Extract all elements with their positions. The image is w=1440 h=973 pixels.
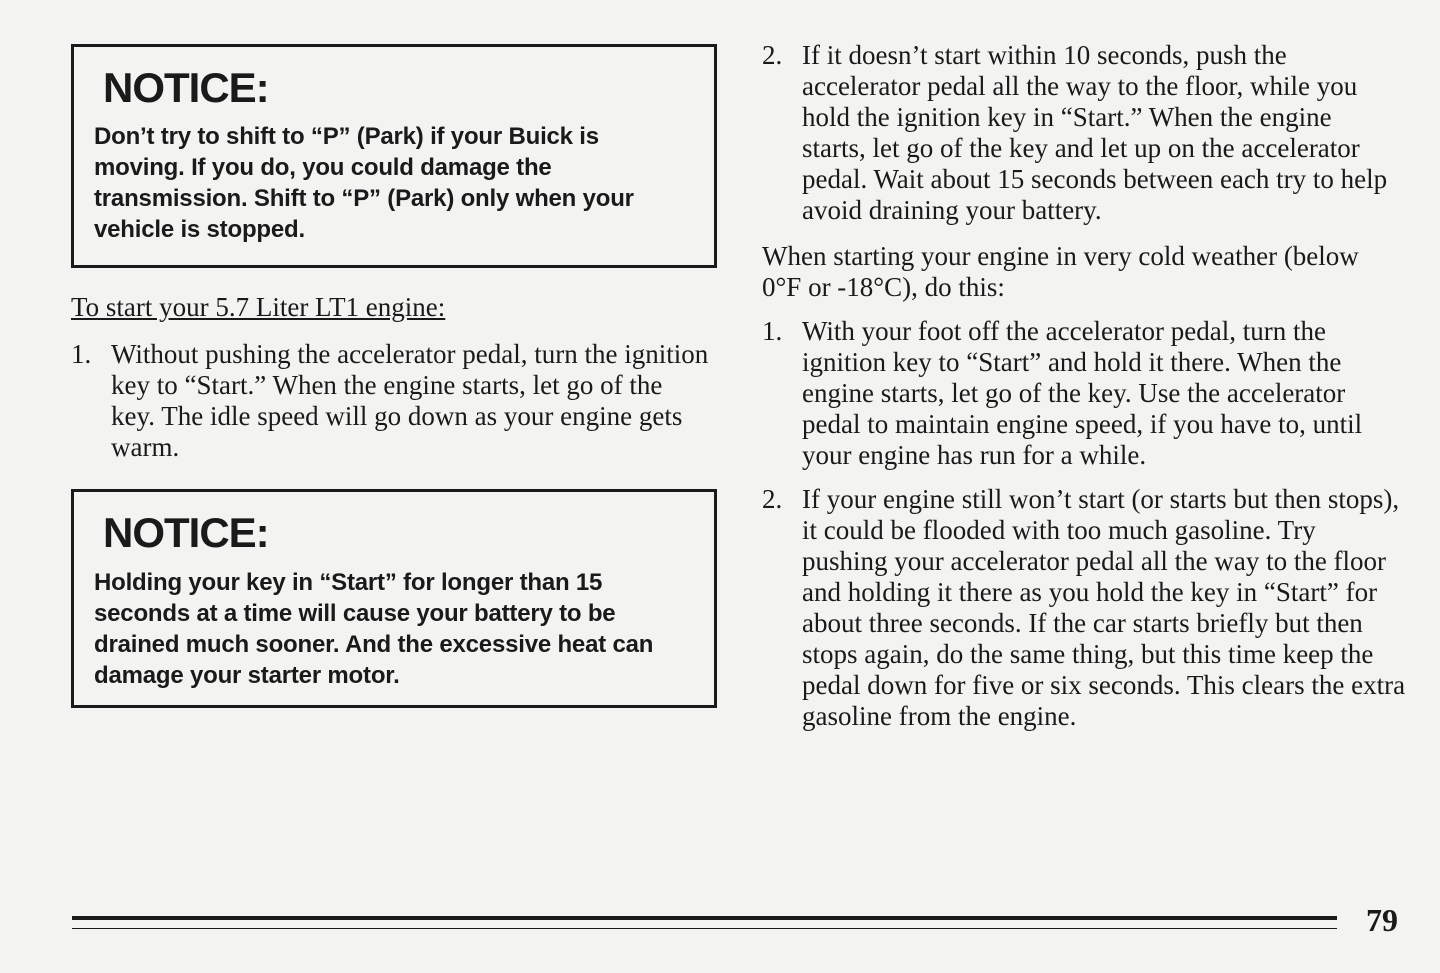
step-number: 1. bbox=[71, 339, 92, 369]
footer-rule-thin bbox=[72, 928, 1337, 929]
footer-rule-thick bbox=[72, 916, 1337, 920]
step-text: Without pushing the accelerator pedal, turn the ignition key to “Start.” When the engine starts, let go of the key. The idle speed will go down as your engine gets warm. bbox=[111, 339, 709, 462]
notice-box bbox=[71, 44, 717, 268]
step-number: 2. bbox=[762, 40, 783, 70]
notice-body: Don’t try to shift to “P” (Park) if your Buick is moving. If you do, you could damage the transmission. Shift to “P” (Park) only when your vehicle is stopped. bbox=[94, 123, 634, 243]
step-number: 2. bbox=[762, 484, 783, 514]
step-text: If your engine still won’t start (or starts but then stops), it could be flooded with too much gasoline. Try pushing your accelerator pedal all the way to the floor and holding it there as you hold the key in “Start” for about three seconds. If the car starts briefly but then stops again, do the same thing, but this time keep the pedal down for five or six seconds. This clears the extra gasoline from the engine. bbox=[802, 484, 1406, 731]
step-text: If it doesn’t start within 10 seconds, push the accelerator pedal all the way to the floor, while you hold the ignition key in “Start.” When the engine starts, let go of the key and let up on the accelerator pedal. Wait about 15 seconds between each try to help avoid draining your battery. bbox=[802, 40, 1388, 225]
step-number: 1. bbox=[762, 316, 783, 346]
notice-title: NOTICE: bbox=[103, 509, 269, 556]
notice-box bbox=[71, 489, 717, 708]
notice-title: NOTICE: bbox=[103, 64, 269, 111]
page-number: 79 bbox=[1366, 902, 1398, 938]
cold-weather-intro: When starting your engine in very cold weather (below 0°F or -18°C), do this: bbox=[762, 241, 1359, 302]
notice-body: Holding your key in “Start” for longer than 15 seconds at a time will cause your battery to be drained much sooner. And the excessive heat can damage your starter motor. bbox=[94, 569, 654, 689]
step-text: With your foot off the accelerator pedal, turn the ignition key to “Start” and hold it there. When the engine starts, let go of the key. Use the accelerator pedal to maintain engine speed, if you have to, until your engine has run for a while. bbox=[802, 316, 1363, 470]
start-engine-heading: To start your 5.7 Liter LT1 engine: bbox=[71, 292, 446, 322]
